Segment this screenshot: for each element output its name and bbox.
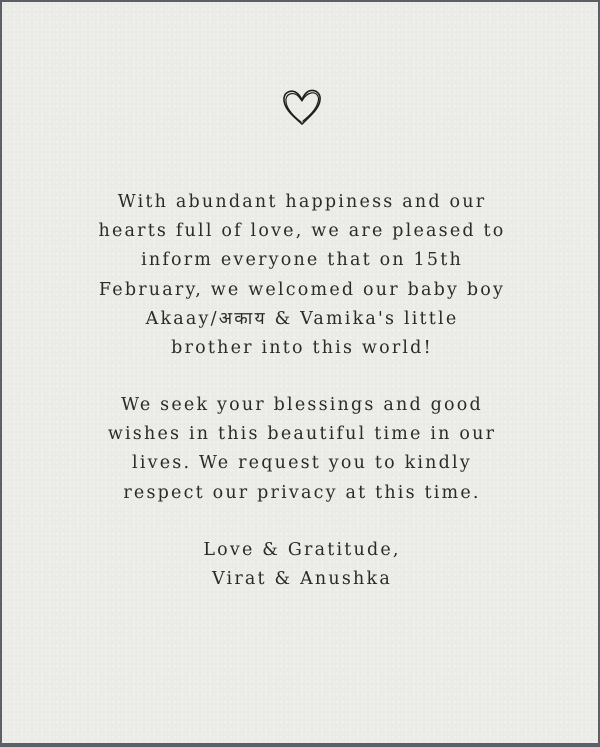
text-line: February, we welcomed our baby boy <box>98 279 506 300</box>
text-line: respect our privacy at this time. <box>123 482 481 503</box>
text-line: inform everyone that on 15th <box>141 250 463 271</box>
text-line: brother into this world! <box>171 337 433 358</box>
announcement-card <box>2 2 598 743</box>
heart-icon <box>279 84 325 130</box>
text-line: wishes in this beautiful time in our <box>107 424 497 445</box>
signature-names: Virat & Anushka <box>212 569 392 590</box>
text-line: hearts full of love, we are pleased to <box>98 221 506 242</box>
request-paragraph <box>2 391 600 508</box>
signature-closing: Love & Gratitude, <box>203 540 401 560</box>
text-line: lives. We request you to kindly <box>132 453 472 474</box>
announcement-paragraph <box>2 188 600 363</box>
text-line: We seek your blessings and good <box>121 395 483 415</box>
text-line: Akaay/अकाय & Vamika's little <box>145 308 459 329</box>
signature-block <box>2 536 600 594</box>
text-line: With abundant happiness and our <box>117 192 487 212</box>
